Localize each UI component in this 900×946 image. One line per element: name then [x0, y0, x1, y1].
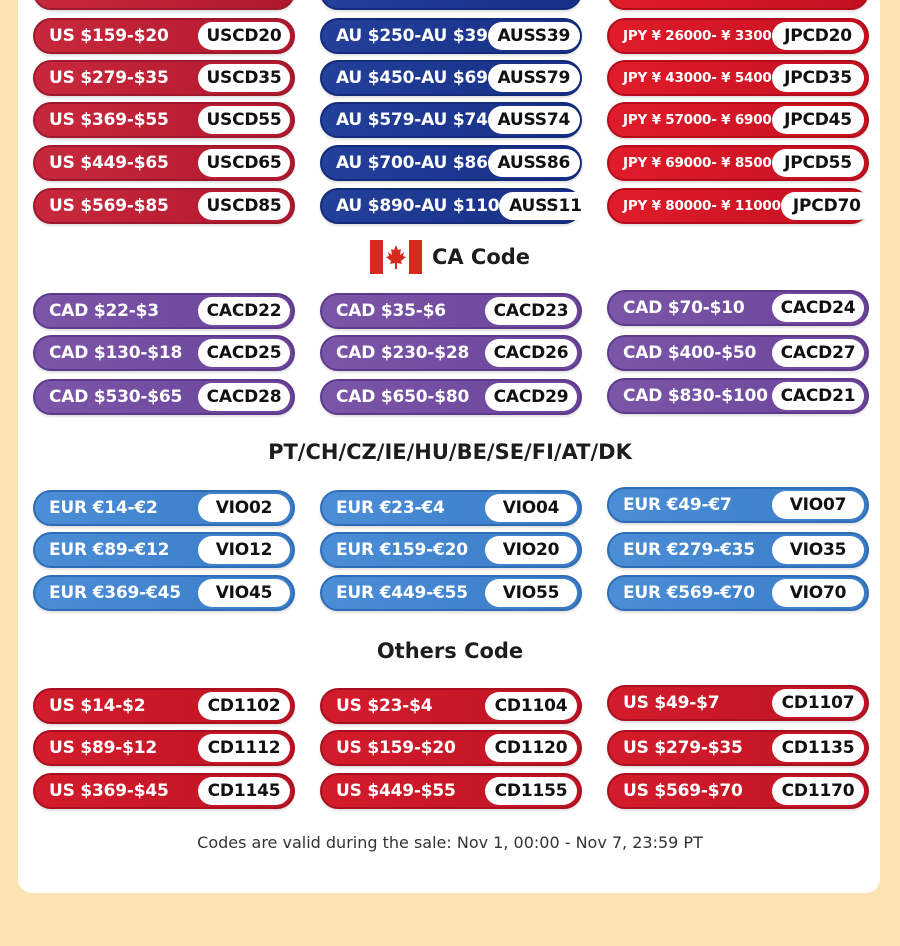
- discount-amount: AU $450-AU $69: [336, 68, 488, 88]
- promo-code[interactable]: JPCD20: [772, 22, 864, 50]
- eu-section-heading: PT/CH/CZ/IE/HU/BE/SE/FI/AT/DK: [268, 440, 632, 464]
- discount-amount: EUR €49-€7: [623, 495, 732, 515]
- discount-amount: US $369-$55: [49, 110, 169, 130]
- discount-amount: JPY ¥ 57000- ¥ 6900: [623, 112, 772, 128]
- promo-code[interactable]: USCD65: [198, 149, 290, 177]
- discount-amount: US $449-$55: [336, 781, 456, 801]
- promo-code[interactable]: CACD28: [198, 383, 290, 411]
- discount-amount: EUR €569-€70: [623, 583, 755, 603]
- discount-amount: US $569-$85: [49, 196, 169, 216]
- promo-code[interactable]: CACD25: [198, 339, 290, 367]
- discount-amount: CAD $530-$65: [49, 387, 183, 407]
- code-pill-jp[interactable]: [607, 18, 869, 54]
- code-pill-ca[interactable]: [320, 335, 582, 371]
- code-pill-us[interactable]: [33, 18, 295, 54]
- code-pill-us[interactable]: [33, 102, 295, 138]
- discount-amount: US $279-$35: [623, 738, 743, 758]
- discount-amount: JPY ¥ 43000- ¥ 5400: [623, 70, 772, 86]
- promo-code[interactable]: CD1107: [772, 689, 864, 717]
- promo-code[interactable]: CD1145: [198, 777, 290, 805]
- discount-amount: CAD $830-$100: [623, 386, 768, 406]
- section-title: CA Code: [431, 245, 531, 269]
- discount-amount: EUR €89-€12: [49, 540, 170, 560]
- promo-code[interactable]: CACD26: [485, 339, 577, 367]
- code-pill-jp[interactable]: [607, 60, 869, 96]
- promo-code[interactable]: VIO35: [772, 536, 864, 564]
- promo-code[interactable]: JPCD35: [772, 64, 864, 92]
- code-pill-ca[interactable]: [33, 293, 295, 329]
- discount-amount: US $279-$35: [49, 68, 169, 88]
- code-pill-au[interactable]: [320, 60, 582, 96]
- promo-code[interactable]: CD1135: [772, 734, 864, 762]
- code-pill-eu[interactable]: [320, 575, 582, 611]
- discount-amount: US $159-$20: [336, 738, 456, 758]
- code-pill-us[interactable]: [33, 188, 295, 224]
- discount-amount: US $49-$7: [623, 693, 720, 713]
- discount-amount: US $449-$65: [49, 153, 169, 173]
- discount-amount: EUR €279-€35: [623, 540, 755, 560]
- discount-amount: AU $250-AU $39: [336, 26, 488, 46]
- promo-code[interactable]: CD1104: [485, 692, 577, 720]
- code-pill-au[interactable]: [320, 145, 582, 181]
- discount-amount: AU $890-AU $110: [336, 196, 500, 216]
- discount-amount: CAD $400-$50: [623, 343, 757, 363]
- code-pill-au[interactable]: [320, 102, 582, 138]
- code-pill-cropped[interactable]: [320, 0, 582, 10]
- code-pill-eu[interactable]: [320, 490, 582, 526]
- promo-code[interactable]: AUSS11: [499, 192, 591, 220]
- code-pill-others[interactable]: [33, 730, 295, 766]
- promo-code[interactable]: VIO55: [485, 579, 577, 607]
- promo-code[interactable]: CD1102: [198, 692, 290, 720]
- promo-code[interactable]: CD1155: [485, 777, 577, 805]
- code-pill-cropped[interactable]: [607, 0, 869, 10]
- discount-amount: US $89-$12: [49, 738, 157, 758]
- code-pill-others[interactable]: [33, 688, 295, 724]
- code-pill-others[interactable]: [320, 730, 582, 766]
- discount-amount: CAD $22-$3: [49, 301, 159, 321]
- promo-code[interactable]: AUSS79: [488, 64, 580, 92]
- promo-code[interactable]: VIO12: [198, 536, 290, 564]
- code-pill-us[interactable]: [33, 145, 295, 181]
- promo-code[interactable]: USCD20: [198, 22, 290, 50]
- discount-amount: JPY ¥ 80000- ¥ 11000: [623, 198, 781, 214]
- promo-code[interactable]: VIO45: [198, 579, 290, 607]
- code-pill-ca[interactable]: [607, 335, 869, 371]
- code-pill-jp[interactable]: [607, 102, 869, 138]
- code-pill-eu[interactable]: [33, 532, 295, 568]
- code-pill-eu[interactable]: [607, 575, 869, 611]
- discount-amount: US $369-$45: [49, 781, 169, 801]
- discount-amount: AU $700-AU $86: [336, 153, 488, 173]
- code-pill-others[interactable]: [607, 773, 869, 809]
- code-pill-au[interactable]: [320, 18, 582, 54]
- promo-code[interactable]: CD1112: [198, 734, 290, 762]
- promo-code[interactable]: USCD55: [198, 106, 290, 134]
- discount-amount: US $23-$4: [336, 696, 433, 716]
- code-pill-ca[interactable]: [607, 378, 869, 414]
- discount-amount: US $159-$20: [49, 26, 169, 46]
- code-pill-ca[interactable]: [320, 379, 582, 415]
- code-pill-us[interactable]: [33, 60, 295, 96]
- code-pill-jp[interactable]: [607, 188, 869, 224]
- code-pill-eu[interactable]: [607, 532, 869, 568]
- code-pill-eu[interactable]: [607, 487, 869, 523]
- discount-amount: CAD $650-$80: [336, 387, 470, 407]
- promo-code[interactable]: CACD29: [485, 383, 577, 411]
- code-pill-au[interactable]: [320, 188, 582, 224]
- code-pill-eu[interactable]: [33, 490, 295, 526]
- discount-amount: JPY ¥ 69000- ¥ 8500: [623, 155, 772, 171]
- discount-amount: AU $579-AU $74: [336, 110, 488, 130]
- code-pill-eu[interactable]: [320, 532, 582, 568]
- discount-amount: EUR €159-€20: [336, 540, 468, 560]
- promo-code[interactable]: CACD22: [198, 297, 290, 325]
- discount-amount: CAD $230-$28: [336, 343, 470, 363]
- code-pill-ca[interactable]: [33, 335, 295, 371]
- promo-code[interactable]: VIO70: [772, 579, 864, 607]
- code-pill-others[interactable]: [607, 685, 869, 721]
- promo-code[interactable]: AUSS74: [488, 106, 580, 134]
- promo-code[interactable]: CD1120: [485, 734, 577, 762]
- validity-note: Codes are valid during the sale: Nov 1, 00:00 - Nov 7, 23:59 PT: [197, 833, 703, 852]
- code-pill-ca[interactable]: [607, 290, 869, 326]
- code-pill-jp[interactable]: [607, 145, 869, 181]
- others-section-heading: Others Code: [376, 639, 524, 663]
- promo-code[interactable]: VIO04: [485, 494, 577, 522]
- discount-amount: EUR €14-€2: [49, 498, 158, 518]
- code-pill-eu[interactable]: [33, 575, 295, 611]
- promo-code[interactable]: JPCD70: [781, 192, 873, 220]
- discount-amount: CAD $130-$18: [49, 343, 183, 363]
- code-pill-others[interactable]: [33, 773, 295, 809]
- promo-code[interactable]: CACD24: [772, 294, 864, 322]
- promo-code[interactable]: JPCD45: [772, 106, 864, 134]
- promo-code[interactable]: CACD27: [772, 339, 864, 367]
- canada-flag-icon: [370, 240, 422, 274]
- promo-code[interactable]: AUSS39: [488, 22, 580, 50]
- discount-amount: CAD $70-$10: [623, 298, 745, 318]
- promo-code[interactable]: CD1170: [772, 777, 864, 805]
- discount-amount: US $569-$70: [623, 781, 743, 801]
- discount-amount: JPY ¥ 26000- ¥ 3300: [623, 28, 772, 44]
- promo-code[interactable]: AUSS86: [488, 149, 580, 177]
- ca-section-heading: [0, 238, 900, 274]
- discount-amount: EUR €23-€4: [336, 498, 445, 518]
- code-pill-others[interactable]: [320, 688, 582, 724]
- promo-code[interactable]: VIO07: [772, 491, 864, 519]
- promo-code[interactable]: USCD35: [198, 64, 290, 92]
- code-pill-ca[interactable]: [320, 293, 582, 329]
- promo-code[interactable]: JPCD55: [772, 149, 864, 177]
- code-pill-others[interactable]: [607, 730, 869, 766]
- discount-amount: EUR €449-€55: [336, 583, 468, 603]
- promo-code[interactable]: VIO02: [198, 494, 290, 522]
- promo-code[interactable]: USCD85: [198, 192, 290, 220]
- discount-amount: US $14-$2: [49, 696, 146, 716]
- promo-code[interactable]: CACD23: [485, 297, 577, 325]
- code-pill-cropped[interactable]: [33, 0, 295, 10]
- promo-code[interactable]: VIO20: [485, 536, 577, 564]
- code-pill-ca[interactable]: [33, 379, 295, 415]
- promo-code[interactable]: CACD21: [772, 382, 864, 410]
- code-pill-others[interactable]: [320, 773, 582, 809]
- discount-amount: EUR €369-€45: [49, 583, 181, 603]
- discount-amount: CAD $35-$6: [336, 301, 446, 321]
